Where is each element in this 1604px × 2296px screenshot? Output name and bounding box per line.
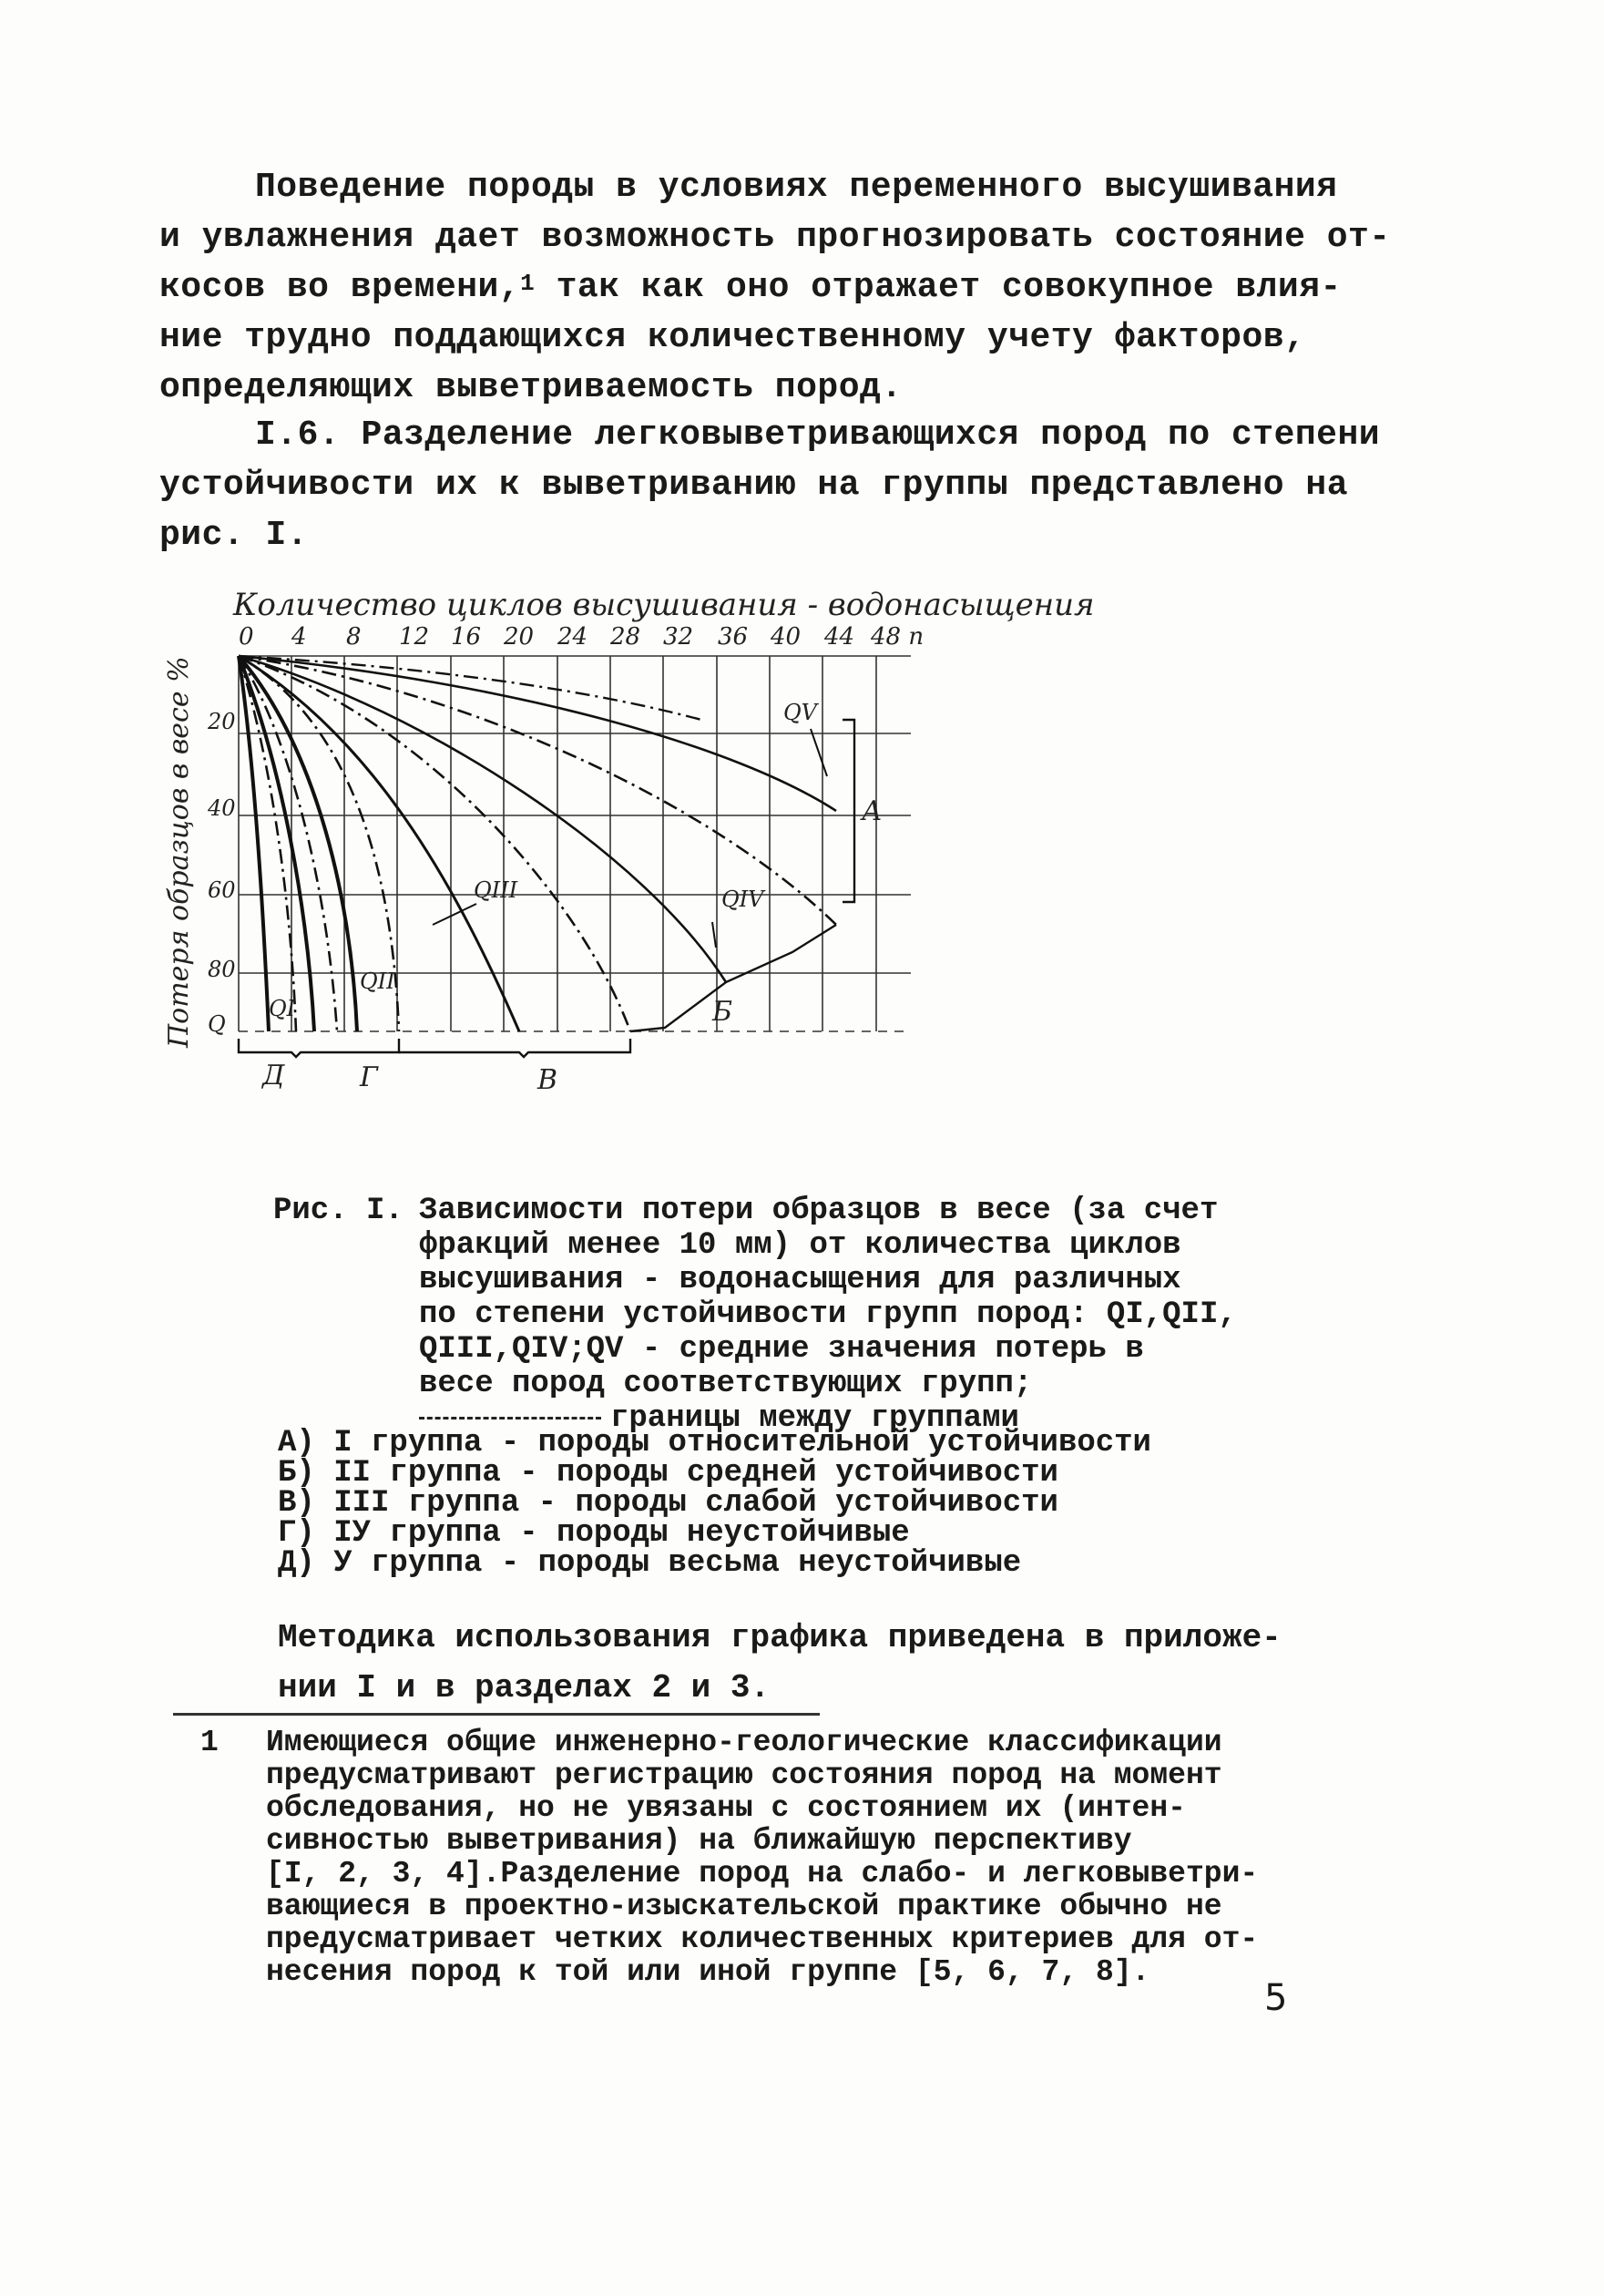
figure-1 — [155, 583, 1248, 1130]
method-paragraph — [278, 1613, 1298, 1713]
caption-line-2: фракций менее 10 мм) от количества циклов — [419, 1228, 1181, 1263]
y-tick-labels — [207, 709, 236, 1037]
group-item-a: А) I группа - породы относительной устойчивости — [278, 1426, 1151, 1461]
section-line-2: устойчивости их к выветриванию на группы представлено на — [159, 466, 1349, 505]
mean-curves — [239, 656, 836, 1031]
intro-paragraph — [159, 162, 1391, 413]
footnote-line-4: сивностью выветривания) на ближайшую перспективу — [266, 1824, 1132, 1858]
x-tick-40: 40 — [771, 623, 802, 651]
x-tick-28: 28 — [610, 623, 641, 651]
group-label-b: Б — [712, 996, 733, 1028]
footnote-line-7: предусматривает четких количественных критериев для от- — [266, 1922, 1259, 1956]
x-tick-0: 0 — [239, 623, 254, 651]
y-tick-20: 20 — [208, 709, 236, 734]
groups-list — [278, 1426, 1151, 1581]
footnote-line-2: предусматривают регистрацию состояния пород на момент — [266, 1758, 1222, 1792]
caption-line-6: весе пород соответствующих групп; — [419, 1367, 1033, 1401]
x-tick-16: 16 — [451, 623, 482, 651]
top-axis-title: Количество циклов высушивания - водонасыщения — [233, 587, 1095, 623]
y-tick-q: Q — [208, 1011, 226, 1037]
intro-line-1: Поведение породы в условиях переменного высушивания — [255, 168, 1338, 207]
label-q1: QI — [269, 996, 296, 1021]
group-item-v: В) III группа - породы слабой устойчивости — [278, 1486, 1058, 1521]
intro-line-4: ние трудно поддающихся количественному учету факторов, — [159, 318, 1306, 357]
dash-dot-legend-line — [419, 1417, 601, 1420]
x-tick-24: 24 — [557, 623, 588, 651]
y-tick-40: 40 — [208, 795, 236, 821]
bracket-a — [843, 720, 854, 902]
intro-line-2: и увлажнения дает возможность прогнозировать состояние от- — [159, 218, 1391, 257]
group-labels — [261, 795, 883, 1096]
curve-q5 — [239, 656, 726, 982]
figure-caption — [273, 1194, 1312, 1436]
x-tick-36: 36 — [718, 623, 749, 651]
group-item-g: Г) IУ группа - породы неустойчивые — [278, 1516, 910, 1551]
footnote-line-3: обследования, но не увязаны с состоянием их (интен- — [266, 1791, 1186, 1825]
footnote-line-6: вающиеся в проектно-изыскательской практике обычно не — [266, 1890, 1222, 1923]
y-tick-60: 60 — [208, 877, 236, 903]
section-line-1: I.6. Разделение легковыветривающихся пород по степени — [255, 415, 1381, 455]
group-item-d: Д) У группа - породы весьма неустойчивые — [278, 1546, 1022, 1581]
x-tick-12: 12 — [399, 623, 430, 651]
caption-line-5: QIII,QIV;QV - средние значения потерь в — [419, 1332, 1144, 1367]
label-q4: QIV — [721, 887, 764, 912]
section-line-3: рис. I. — [159, 516, 309, 555]
figure-graph — [155, 583, 1248, 1130]
page-number: 5 — [1264, 1977, 1288, 2019]
group-item-b: Б) II группа - породы средней устойчивости — [278, 1456, 1058, 1491]
footnote-divider — [173, 1713, 820, 1716]
x-tick-32: 32 — [663, 623, 694, 651]
footnote-ref: 1 — [520, 270, 536, 297]
label-q5: QV — [783, 700, 818, 725]
bracket-bottom-v — [399, 1039, 630, 1057]
footnote-number: 1 — [200, 1726, 219, 1759]
boundary-4 — [239, 656, 630, 1031]
group-label-a: А — [862, 795, 883, 827]
section-paragraph — [159, 410, 1381, 560]
caption-line-4: по степени устойчивости групп пород: QI,QII, — [419, 1297, 1237, 1332]
label-q3: QIII — [474, 877, 518, 903]
y-tick-80: 80 — [208, 957, 236, 982]
x-tick-labels — [239, 623, 924, 651]
x-tick-48: 48 n — [871, 623, 925, 651]
intro-line-5: определяющих выветриваемость пород. — [159, 368, 903, 407]
caption-legend-text: границы между группами — [610, 1401, 1019, 1436]
intro-line-3a: косов во времени, — [159, 268, 521, 307]
y-axis-title: Потеря образцов в весе % — [163, 656, 195, 1048]
group-label-v: В — [537, 1064, 558, 1096]
x-tick-8: 8 — [346, 623, 362, 651]
group-label-g: Г — [360, 1061, 378, 1093]
footnote-line-5: [I, 2, 3, 4].Разделение пород на слабо- и легковыветри- — [266, 1857, 1259, 1891]
caption-line-1: Зависимости потери образцов в весе (за счет — [419, 1194, 1219, 1228]
x-tick-20: 20 — [504, 623, 535, 651]
bracket-bottom-left — [239, 1039, 399, 1057]
x-tick-4: 4 — [291, 623, 307, 651]
footnote — [200, 1727, 1321, 1989]
boundary-bottom-link — [630, 925, 836, 1031]
caption-head: Рис. I. — [273, 1194, 404, 1228]
footnote-line-8: несения пород к той или иной группе [5, 6, 7, 8]. — [266, 1955, 1150, 1989]
x-tick-44: 44 — [824, 623, 855, 651]
footnote-line-1: Имеющиеся общие инженерно-геологические классификации — [266, 1726, 1222, 1759]
caption-line-3: высушивания - водонасыщения для различных — [419, 1263, 1181, 1297]
method-line-2: нии I и в разделах 2 и 3. — [278, 1669, 771, 1707]
intro-line-3b: так как оно отражает совокупное влия- — [556, 268, 1342, 307]
group-label-d: Д — [262, 1060, 285, 1092]
intro-line-3 — [159, 262, 1342, 313]
label-q2: QII — [360, 969, 395, 994]
method-line-1: Методика использования графика приведена в приложе- — [278, 1619, 1282, 1656]
